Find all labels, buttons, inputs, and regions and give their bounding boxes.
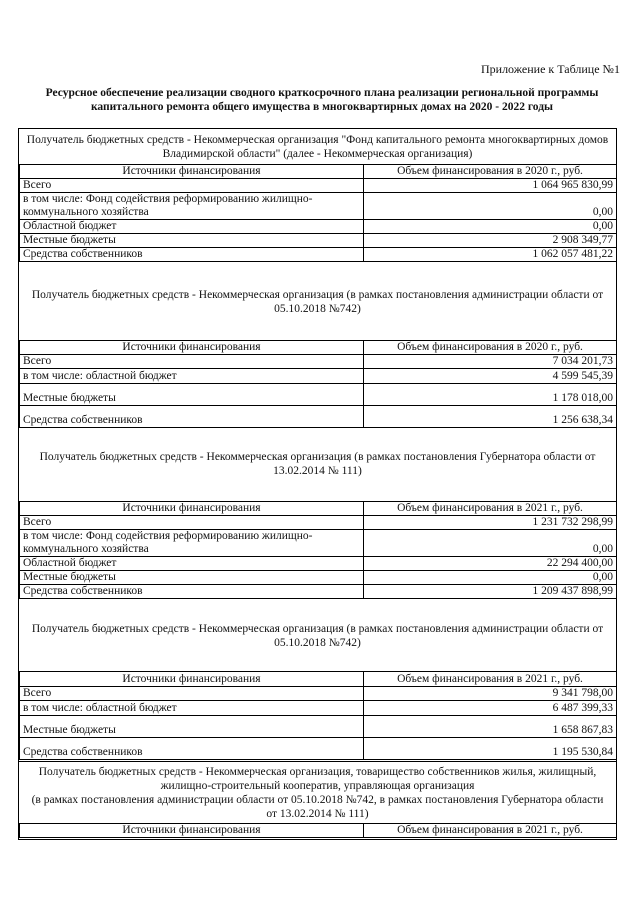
row-value: 1 064 965 830,99 xyxy=(364,179,617,193)
row-value: 6 487 399,33 xyxy=(364,701,617,716)
table-row xyxy=(20,701,617,716)
section-5-recipient-line-4: от 13.02.2014 № 111) xyxy=(266,807,369,820)
row-label: в том числе: Фонд содействия реформированию жилищно-коммунального хозяйства xyxy=(20,193,364,220)
row-label: Местные бюджеты xyxy=(20,384,364,406)
document-title xyxy=(22,86,622,114)
table-row xyxy=(20,557,617,571)
table-row xyxy=(20,248,617,262)
table-header-row xyxy=(20,341,617,355)
row-label: Местные бюджеты xyxy=(20,234,364,248)
table-row xyxy=(20,193,617,220)
row-label: Местные бюджеты xyxy=(20,571,364,585)
header-sources: Источники финансирования xyxy=(20,502,364,516)
section-5-recipient-line-2: жилищно-строительный кооператив, управляющая организация xyxy=(160,779,475,792)
table-row xyxy=(20,384,617,406)
row-label: Областной бюджет xyxy=(20,220,364,234)
header-amount: Объем финансирования в 2021 г., руб. xyxy=(364,824,617,838)
table-row xyxy=(20,585,617,599)
row-value: 9 341 798,00 xyxy=(364,687,617,701)
appendix-label: Приложение к Таблице №1 xyxy=(480,62,620,76)
row-label: Средства собственников xyxy=(20,406,364,428)
row-label: Всего xyxy=(20,516,364,530)
section-1-recipient: Получатель бюджетных средств - Некоммерческая организация "Фонд капитального ремонта многоквартирных домов Владимирской области" (далее - Некоммерческая организация) xyxy=(26,133,609,160)
row-value: 1 256 638,34 xyxy=(364,406,617,428)
row-value: 7 034 201,73 xyxy=(364,355,617,369)
title-line-2: капитального ремонта общего имущества в многоквартирных домах на 2020 - 2022 годы xyxy=(90,101,554,113)
section-2-recipient: Получатель бюджетных средств - Некоммерческая организация (в рамках постановления администрации области от 05.10.2018 №742) xyxy=(31,289,604,315)
header-amount: Объем финансирования в 2020 г., руб. xyxy=(364,341,617,355)
row-value: 1 178 018,00 xyxy=(364,384,617,406)
row-value: 1 209 437 898,99 xyxy=(364,585,617,599)
section-1 xyxy=(19,129,616,262)
section-5-table xyxy=(19,823,617,838)
table-row xyxy=(20,179,617,193)
section-3 xyxy=(19,447,616,599)
row-value: 0,00 xyxy=(364,220,617,234)
row-label: Местные бюджеты xyxy=(20,716,364,738)
row-value: 1 231 732 298,99 xyxy=(364,516,617,530)
row-value: 0,00 xyxy=(364,571,617,585)
table-row xyxy=(20,716,617,738)
row-label: Областной бюджет xyxy=(20,557,364,571)
row-value: 2 908 349,77 xyxy=(364,234,617,248)
header-sources: Источники финансирования xyxy=(20,341,364,355)
row-label: Всего xyxy=(20,355,364,369)
table-row xyxy=(20,738,617,760)
row-label: Средства собственников xyxy=(20,585,364,599)
row-label: Средства собственников xyxy=(20,248,364,262)
section-1-table xyxy=(19,164,617,262)
section-4-recipient: Получатель бюджетных средств - Некоммерческая организация (в рамках постановления администрации области от 05.10.2018 №742) xyxy=(31,623,604,649)
header-sources: Источники финансирования xyxy=(20,672,364,687)
row-value: 0,00 xyxy=(364,530,617,557)
row-value: 0,00 xyxy=(364,193,617,220)
section-5-recipient-line-3: (в рамках постановления администрации области от 05.10.2018 №742, в рамках постановления Губернатора области xyxy=(31,793,604,806)
table-row xyxy=(20,530,617,557)
funding-sheet xyxy=(18,128,617,840)
row-value: 4 599 545,39 xyxy=(364,369,617,384)
table-header-row xyxy=(20,502,617,516)
section-3-recipient: Получатель бюджетных средств - Некоммерческая организация (в рамках постановления Губернатора области от 13.02.2014 № 111) xyxy=(39,451,596,477)
section-5-recipient-line-1: Получатель бюджетных средств - Некоммерческая организация, товарищество собственников жилья, жилищный, xyxy=(38,765,597,778)
row-label: в том числе: областной бюджет xyxy=(20,369,364,384)
table-row xyxy=(20,355,617,369)
section-4 xyxy=(19,619,616,760)
header-amount: Объем финансирования в 2021 г., руб. xyxy=(364,502,617,516)
table-row xyxy=(20,516,617,530)
row-value: 1 062 057 481,22 xyxy=(364,248,617,262)
section-5 xyxy=(19,761,616,838)
header-amount: Объем финансирования в 2021 г., руб. xyxy=(364,672,617,687)
table-header-row xyxy=(20,824,617,838)
row-value: 22 294 400,00 xyxy=(364,557,617,571)
table-row xyxy=(20,369,617,384)
section-3-table xyxy=(19,501,617,599)
table-header-row xyxy=(20,672,617,687)
table-header-row xyxy=(20,165,617,179)
title-line-1: Ресурсное обеспечение реализации сводного краткосрочного плана реализации региональной программы xyxy=(45,87,599,99)
section-2-table xyxy=(19,340,617,428)
table-row xyxy=(20,687,617,701)
section-5-recipient xyxy=(19,761,616,823)
row-value: 1 658 867,83 xyxy=(364,716,617,738)
row-label: Средства собственников xyxy=(20,738,364,760)
row-value: 1 195 530,84 xyxy=(364,738,617,760)
row-label: Всего xyxy=(20,687,364,701)
section-4-table xyxy=(19,671,617,760)
row-label: Всего xyxy=(20,179,364,193)
row-label: в том числе: Фонд содействия реформированию жилищно-коммунального хозяйства xyxy=(20,530,364,557)
table-row xyxy=(20,234,617,248)
row-label: в том числе: областной бюджет xyxy=(20,701,364,716)
header-sources: Источники финансирования xyxy=(20,165,364,179)
header-sources: Источники финансирования xyxy=(20,824,364,838)
table-row xyxy=(20,406,617,428)
header-amount: Объем финансирования в 2020 г., руб. xyxy=(364,165,617,179)
table-row xyxy=(20,220,617,234)
table-row xyxy=(20,571,617,585)
section-2 xyxy=(19,281,616,428)
